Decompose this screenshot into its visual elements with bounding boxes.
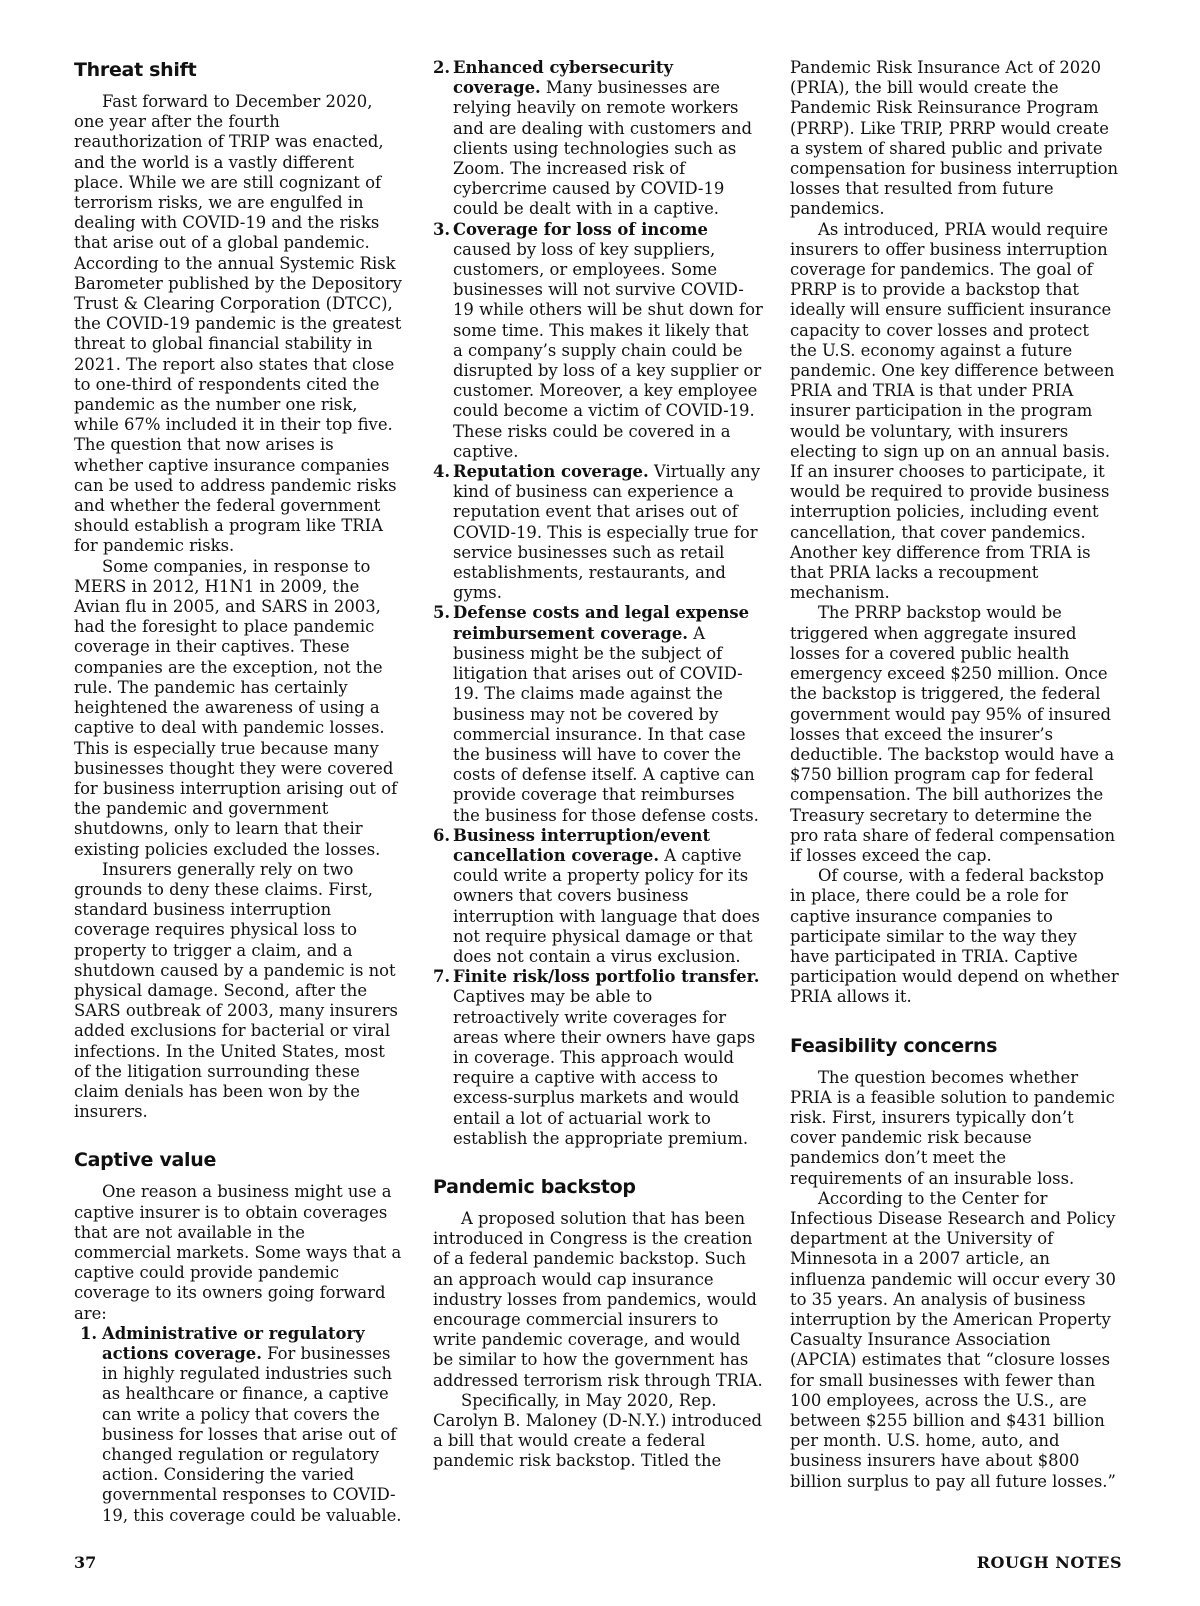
list-number: 2. [433, 58, 451, 77]
list-item [74, 1324, 402, 1526]
list-item-title: Defense costs and legal expense reimbursement coverage. [453, 603, 750, 643]
list-item [433, 220, 763, 462]
heading-captive-value: Captive value [74, 1149, 217, 1172]
heading-pandemic-backstop: Pandemic backstop [433, 1175, 636, 1198]
list-number: 1. [80, 1323, 98, 1343]
paragraph: As introduced, PRIA would require insurers to offer business interruption coverage for pandemics. The goal of PRRP is to provide a backstop that ideally will ensure sufficient insurance capacity to cover losses and protect the U.S. economy against a future pandemic. One key difference between PRIA and TRIA is that under PRIA insurer participation in the program would be voluntary, with insurers electing to sign up on an annual basis. If an insurer chooses to participate, it would be required to provide business interruption policies, including event cancellation, that cover pandemics. Another key difference from TRIA is that PRIA lacks a recoupment mechanism. [790, 219, 1115, 603]
paragraph: A proposed solution that has been introduced in Congress is the creation of a federal pandemic backstop. Such an approach would cap insurance industry losses from pandemics, would encourage commercial insurers to write pandemic coverage, and would be similar to how the government has addressed terrorism risk through TRIA. [433, 1208, 763, 1390]
list-item-title: Finite risk/loss portfolio transfer. [453, 967, 760, 987]
paragraph: One reason a business might use a captive insurer is to obtain coverages that are not available in the commercial markets. Some ways that a captive could provide pandemic coverage to its owners going forward are: [74, 1182, 402, 1323]
paragraph: According to the Center for Infectious Disease Research and Policy department at the University of Minnesota in a 2007 article, an influenza pandemic will occur every 30 to 35 years. An analysis of business interruption by the American Property Casualty Insurance Association (APCIA) estimates that “closure losses for small businesses with fewer than 100 employees, across the U.S., are between $255 billion and $431 billion per month. U.S. home, auto, and business insurers have about $800 billion surplus to pay all future losses.” [790, 1188, 1116, 1491]
list-number: 7. [433, 967, 451, 987]
list-item-title: Administrative or regulatory actions coverage. [102, 1323, 365, 1363]
heading-threat-shift: Threat shift [74, 59, 197, 81]
list-item-text: Many businesses are relying heavily on remote workers and are dealing with customers and clients using technologies such as Zoom. The increased risk of cybercrime caused by COVID-19 could be dealt with in a captive. [453, 78, 753, 219]
list-item [433, 58, 763, 220]
paragraph: Fast forward to December 2020, one year after the fourth reauthorization of TRIP was enacted, and the world is a vastly different place. While we are still cognizant of terrorism risks, we are engulfed in dealing with COVID-19 and the risks that arise out of a global pandemic. According to the annual Systemic Risk Barometer published by the Depository Trust & Clearing Corporation (DTCC), the COVID-19 pandemic is the greatest threat to global financial stability in 2021. The report also states that close to one-third of respondents cited the pandemic as the number one risk, while 67% included it in their top five. The question that now arises is whether captive insurance companies can be used to address pandemic risks and whether the federal government should establish a program like TRIA for pandemic risks. [74, 92, 402, 556]
heading-feasibility-concerns: Feasibility concerns [790, 1034, 998, 1057]
list-item-title: Reputation coverage. [453, 462, 649, 482]
paragraph: The question becomes whether PRIA is a feasible solution to pandemic risk. First, insurers typically don’t cover pandemic risk because pandemics don’t meet the requirements of an insurable loss. [790, 1067, 1115, 1188]
paragraph: Specifically, in May 2020, Rep. Carolyn B. Maloney (D-N.Y.) introduced a bill that would create a federal pandemic risk backstop. Titled the [433, 1390, 763, 1471]
paragraph: Some companies, in response to MERS in 2012, H1N1 in 2009, the Avian flu in 2005, and SARS in 2003, had the foresight to place pandemic coverage in their captives. These companies are the exception, not the rule. The pandemic has certainly heightened the awareness of using a captive to deal with pandemic losses. This is especially true because many businesses thought they were covered for business interruption arising out of the pandemic and government shutdowns, only to learn that their existing policies excluded the losses. [74, 556, 398, 859]
list-item-text: A captive could write a property policy for its owners that covers business interruption with language that does not require physical damage or that does not contain a virus exclusion. [453, 845, 760, 966]
page-number: 37 [74, 1553, 97, 1572]
column-2 [433, 58, 763, 1472]
list-number: 6. [433, 825, 451, 845]
list-item-title: Enhanced cybersecurity coverage. [453, 58, 673, 98]
column-3 [790, 58, 1120, 1492]
list-item [433, 462, 763, 603]
list-item [433, 967, 763, 1149]
list-number: 4. [433, 462, 451, 482]
list-item [433, 826, 763, 967]
list-number: 3. [433, 219, 451, 239]
coverage-list [74, 1324, 402, 1526]
list-number: 5. [433, 603, 451, 623]
coverage-list-continued [433, 58, 763, 1149]
list-item-text: A business might be the subject of litigation that arises out of COVID-19. The claims made against the business may not be covered by commercial insurance. In that case the business will have to cover the costs of defense itself. A captive can provide coverage that reimburses the business for those defense costs. [453, 623, 759, 825]
list-item-text: For businesses in highly regulated industries such as healthcare or finance, a captive can write a policy that covers the business for losses that arise out of changed regulation or regulatory action. Considering the varied governmental responses to COVID-19, this coverage could be valuable. [102, 1343, 402, 1525]
paragraph: Of course, with a federal backstop in place, there could be a role for captive insurance companies to participate similar to the way they have participated in TRIA. Captive participation would depend on whether PRIA allows it. [790, 866, 1119, 1007]
list-item-text: caused by loss of key suppliers, customers, or employees. Some businesses will not survive COVID-19 while others will be shut down for some time. This makes it likely that a company’s supply chain could be disrupted by loss of a key supplier or customer. Moreover, a key employee could become a victim of COVID-19. These risks could be covered in a captive. [453, 239, 763, 461]
publication-name: ROUGH NOTES [976, 1553, 1122, 1572]
list-item [433, 603, 763, 825]
column-1 [74, 58, 402, 1526]
list-item-title: Coverage for loss of income [453, 219, 708, 239]
list-item-text: Virtually any kind of business can experience a reputation event that arises out of COVID-19. This is especially true for service businesses such as retail establishments, restaurants, and gyms. [453, 462, 760, 603]
paragraph: Pandemic Risk Insurance Act of 2020 (PRIA), the bill would create the Pandemic Risk Reinsurance Program (PRRP). Like TRIP, PRRP would create a system of shared public and private compensation for business interruption losses that resulted from future pandemics. [790, 58, 1119, 219]
list-item-text: Captives may be able to retroactively write coverages for areas where their owners have gaps in coverage. This approach would require a captive with access to excess-surplus markets and would entail a lot of actuarial work to establish the appropriate premium. [453, 987, 756, 1148]
list-item-title: Business interruption/event cancellation coverage. [453, 825, 711, 865]
paragraph: Insurers generally rely on two grounds to deny these claims. First, standard business interruption coverage requires physical loss to property to trigger a claim, and a shutdown caused by a pandemic is not physical damage. Second, after the SARS outbreak of 2003, many insurers added exclusions for bacterial or viral infections. In the United States, most of the litigation surrounding these claim denials has been won by the insurers. [74, 859, 398, 1122]
paragraph: The PRRP backstop would be triggered when aggregate insured losses for a covered public health emergency exceed $250 million. Once the backstop is triggered, the federal government would pay 95% of insured losses that exceed the insurer’s deductible. The backstop would have a $750 billion program cap for federal compensation. The bill authorizes the Treasury secretary to determine the pro rata share of federal compensation if losses exceed the cap. [790, 603, 1116, 865]
